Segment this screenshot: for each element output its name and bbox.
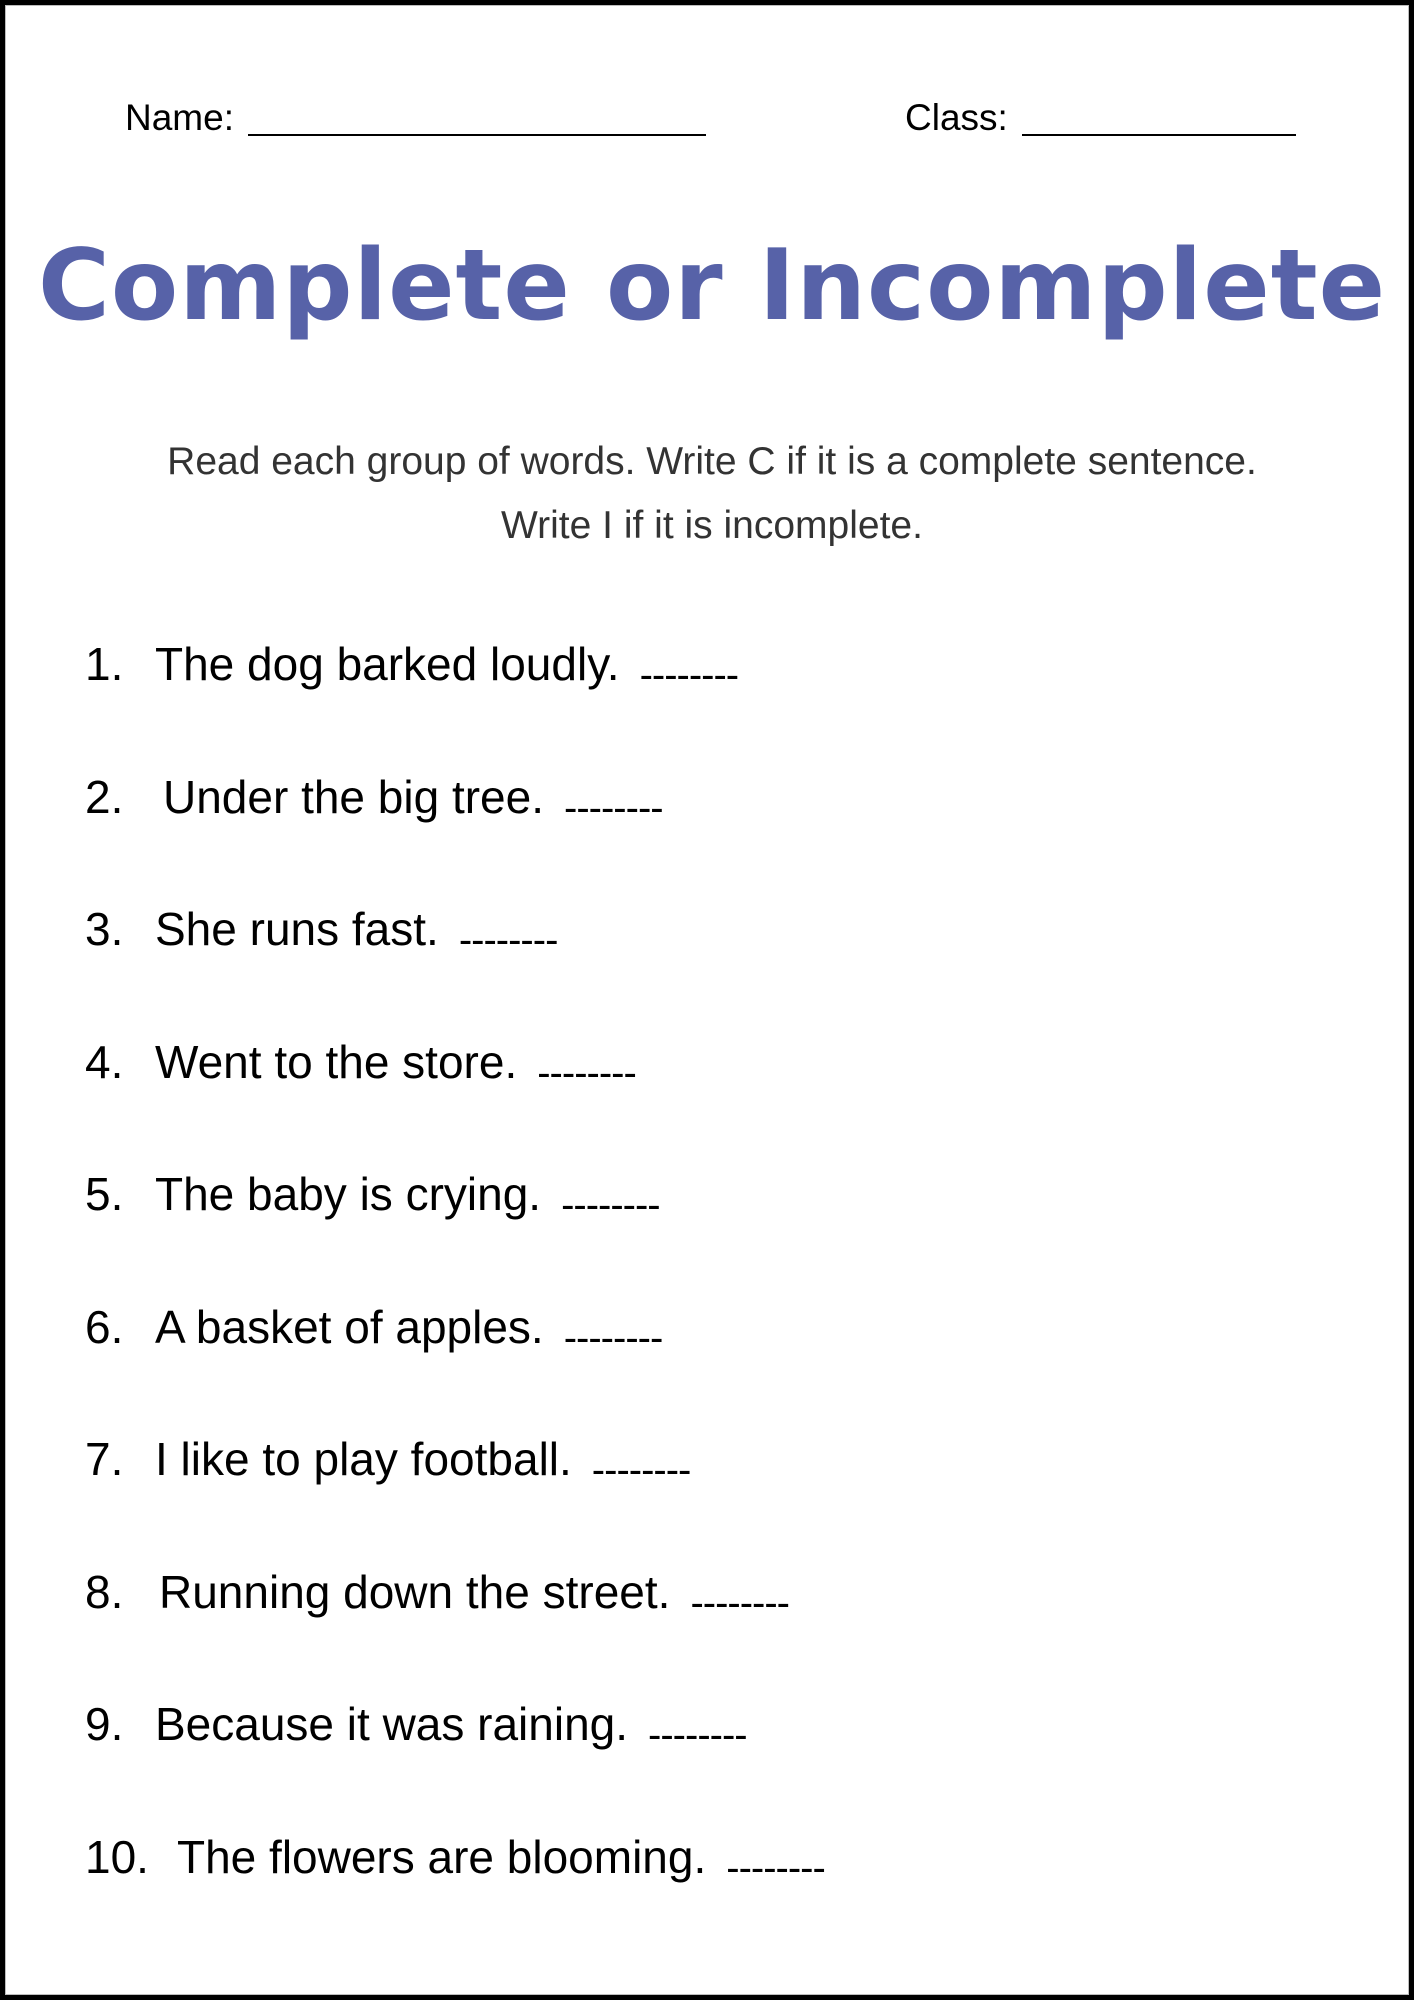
question-number: 4. (85, 1035, 124, 1088)
name-label: Name: (125, 97, 234, 138)
question-text: Because it was raining. (155, 1698, 629, 1750)
class-answer-line[interactable] (1022, 134, 1296, 136)
question-item (85, 1565, 825, 1698)
question-number: 3. (85, 903, 124, 955)
answer-blank[interactable]: -------- (591, 1448, 691, 1492)
question-text: Under the big tree. (163, 770, 545, 823)
answer-blank[interactable]: -------- (564, 785, 663, 830)
answer-blank[interactable]: -------- (726, 1845, 825, 1890)
question-number: 7. (85, 1433, 124, 1485)
answer-blank[interactable]: -------- (561, 1183, 660, 1227)
question-number: 9. (85, 1698, 124, 1750)
question-text: I like to play football. (155, 1433, 572, 1485)
question-number: 1. (85, 638, 124, 690)
question-item (85, 1035, 825, 1168)
question-number: 2. (85, 770, 124, 823)
question-list (85, 637, 825, 1962)
question-number: 6. (85, 1300, 124, 1353)
instructions (65, 430, 1359, 558)
answer-blank[interactable]: -------- (690, 1580, 789, 1625)
question-text: She runs fast. (155, 903, 439, 955)
question-text: The flowers are blooming. (177, 1830, 707, 1883)
question-item (85, 770, 825, 903)
question-item (85, 902, 825, 1035)
answer-blank[interactable]: -------- (639, 653, 739, 697)
name-answer-line[interactable] (248, 134, 706, 136)
question-text: The baby is crying. (155, 1168, 542, 1220)
question-item (85, 1300, 825, 1433)
question-number: 8. (85, 1565, 124, 1618)
question-item (85, 1432, 825, 1565)
class-field (905, 97, 1296, 139)
question-text: The dog barked loudly. (155, 638, 620, 690)
question-item (85, 637, 825, 770)
question-number: 10. (85, 1830, 149, 1883)
answer-blank[interactable]: -------- (563, 1315, 663, 1360)
question-text: Running down the street. (159, 1565, 671, 1618)
instructions-line-1: Read each group of words. Write C if it is a complete sentence. (167, 440, 1257, 483)
question-item (85, 1167, 825, 1300)
question-item (85, 1697, 825, 1830)
answer-blank[interactable]: -------- (537, 1050, 636, 1095)
name-field (125, 97, 706, 139)
answer-blank[interactable]: -------- (648, 1713, 747, 1757)
class-label: Class: (905, 97, 1008, 138)
page-title: Complete or Incomplete (37, 229, 1387, 343)
question-number: 5. (85, 1168, 124, 1220)
question-text: Went to the store. (155, 1035, 518, 1088)
answer-blank[interactable]: -------- (458, 918, 558, 962)
question-item (85, 1830, 825, 1963)
instructions-line-2: Write I if it is incomplete. (501, 504, 923, 547)
question-text: A basket of apples. (155, 1300, 544, 1353)
